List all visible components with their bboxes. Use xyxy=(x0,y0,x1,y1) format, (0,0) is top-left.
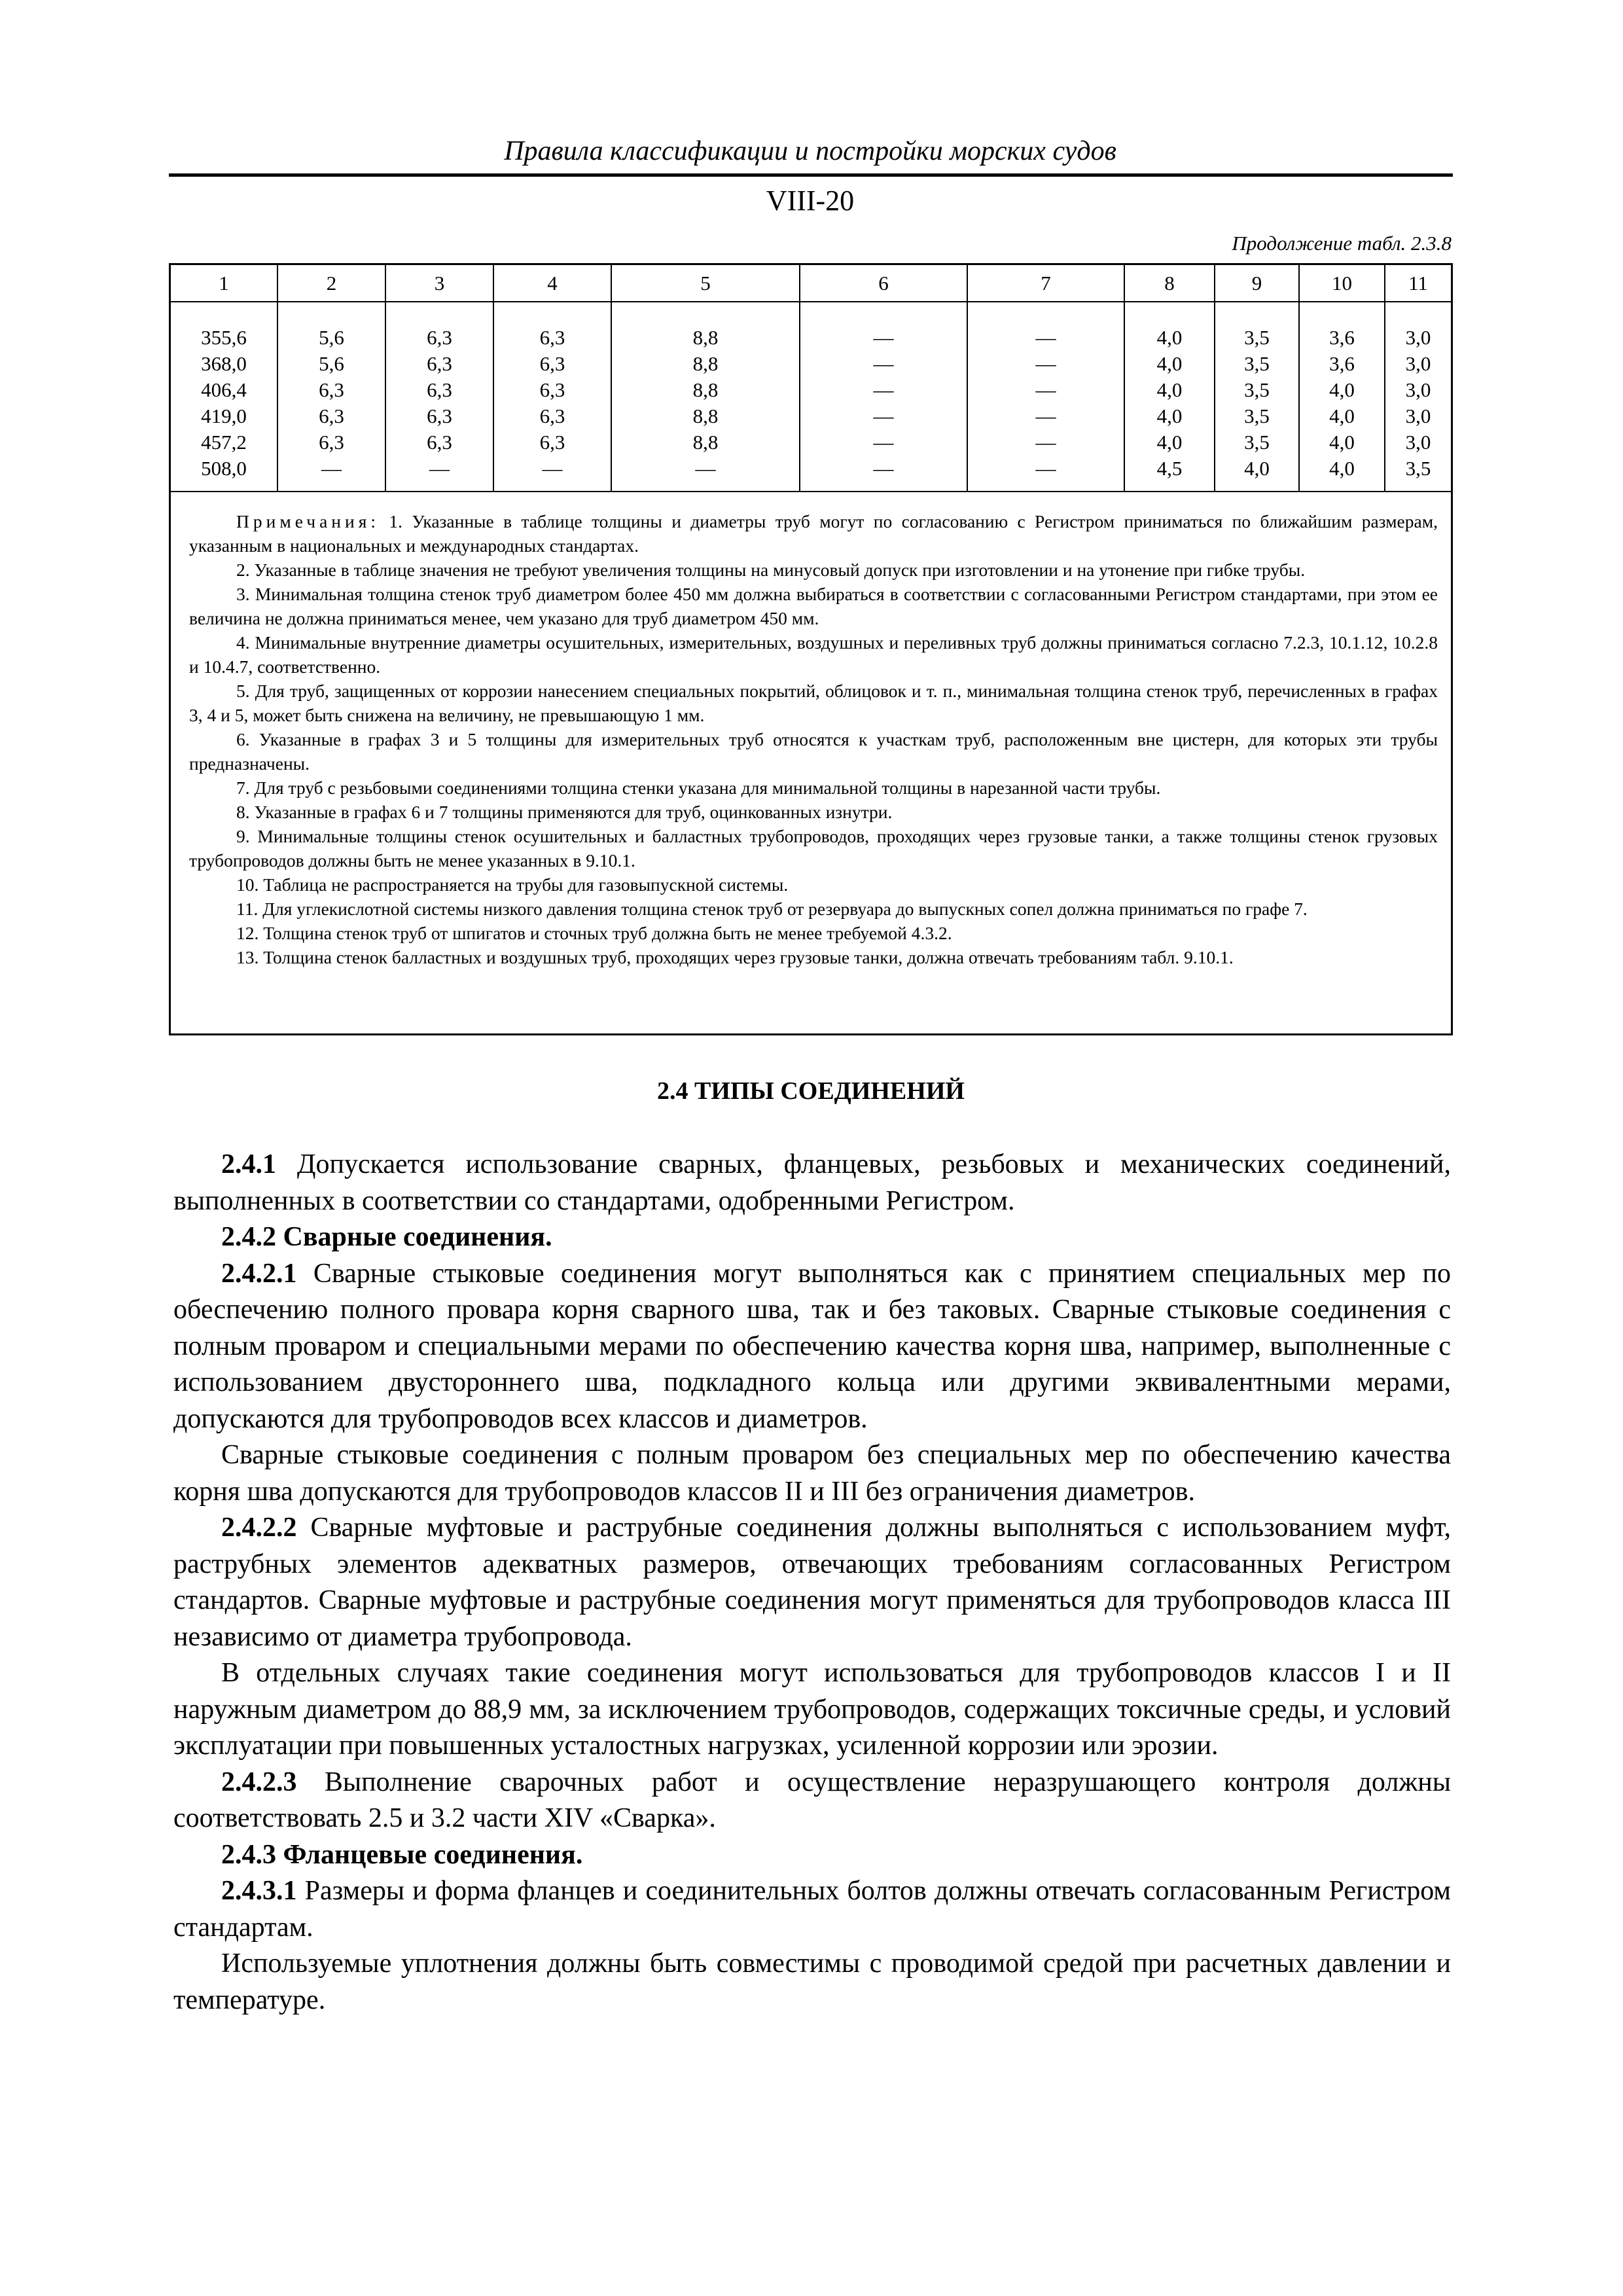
note-item: 5. Для труб, защищенных от коррозии нанесением специальных покрытий, облицовок и т. п., минимальная толщина стенок труб, перечисленных в графах 3, 4 и 5, может быть снижена на величину, не превышающую 1 мм. xyxy=(189,681,1438,725)
table-cell: 3,5 xyxy=(1244,404,1270,427)
running-title: Правила классификации и постройки морских судов xyxy=(504,136,1116,166)
table-cell: 6,3 xyxy=(427,431,452,454)
column-header: 9 xyxy=(1215,265,1299,302)
table-cell: 3,5 xyxy=(1244,378,1270,401)
table-cell: 8,8 xyxy=(692,404,719,427)
table-cell: — xyxy=(429,457,450,480)
table-cell: 3,0 xyxy=(1405,326,1431,349)
table-cell: 8,8 xyxy=(692,431,719,454)
table-header-row xyxy=(171,265,1451,302)
paragraph-text: Используемые уплотнения должны быть совместимы с проводимой средой при расчетных давлении и температуре. xyxy=(173,1948,1451,2015)
column-header: 1 xyxy=(171,265,277,302)
table-cell: 3,0 xyxy=(1405,431,1431,454)
table-cell: 6,3 xyxy=(539,352,565,375)
table-cell: — xyxy=(873,378,894,401)
table-cell: 8,8 xyxy=(692,378,719,401)
table-cell: 4,0 xyxy=(1156,352,1183,375)
table-cell: 4,5 xyxy=(1156,457,1183,480)
table-cell: 6,3 xyxy=(319,404,344,427)
paragraph xyxy=(173,1946,1451,2018)
table-cell: 3,0 xyxy=(1405,378,1431,401)
paragraph xyxy=(173,1655,1451,1765)
column-values xyxy=(1124,302,1215,491)
column-header: 5 xyxy=(611,265,800,302)
table-cell: 368,0 xyxy=(201,352,247,375)
table-cell: — xyxy=(873,457,894,480)
table-cell: 4,0 xyxy=(1156,378,1183,401)
table-cell: 3,5 xyxy=(1244,326,1270,349)
column-values xyxy=(611,302,800,491)
note-item: 6. Указанные в графах 3 и 5 толщины для измерительных труб относятся к участкам труб, расположенным вне цистерн, для которых эти трубы предназначены. xyxy=(189,729,1438,774)
table-cell: 406,4 xyxy=(201,378,247,401)
table-cell: 6,3 xyxy=(539,378,565,401)
table-cell: 3,5 xyxy=(1405,457,1431,480)
section-body xyxy=(173,1147,1451,2018)
note-item: 8. Указанные в графах 6 и 7 толщины применяются для труб, оцинкованных изнутри. xyxy=(236,802,893,822)
paragraph xyxy=(173,1873,1451,1946)
clause-number: 2.4.2.3 xyxy=(221,1767,297,1797)
clause-number: 2.4.3.1 xyxy=(221,1876,297,1906)
table-cell: — xyxy=(1035,352,1056,375)
table-cell: 4,0 xyxy=(1329,378,1355,401)
table-cell: 4,0 xyxy=(1329,431,1355,454)
column-header: 7 xyxy=(967,265,1124,302)
subsection-title: 2.4.3 Фланцевые соединения. xyxy=(221,1839,583,1870)
table-cell: 3,5 xyxy=(1244,352,1270,375)
table-cell: — xyxy=(873,404,894,427)
table-cell: 4,0 xyxy=(1329,404,1355,427)
table-cell: 6,3 xyxy=(427,352,452,375)
column-header: 4 xyxy=(493,265,611,302)
table-cell: 419,0 xyxy=(201,404,247,427)
clause-number: 2.4.2.1 xyxy=(221,1258,297,1289)
column-values xyxy=(967,302,1124,491)
note-item xyxy=(189,509,1438,558)
paragraph-text: Сварные стыковые соединения могут выполняться как с принятием специальных мер по обеспечению полного провара корня сварного шва, так и без таковых. Сварные стыковые соединения с полным проваром и специальными мерами по обеспечению качества корня шва, например, выполненные с использованием двустороннего шва, подкладного кольца или другими эквивалентными мерами, допускаются для трубопроводов всех классов и диаметров. xyxy=(173,1258,1451,1434)
note-item: 7. Для труб с резьбовыми соединениями толщина стенки указана для минимальной толщины в нарезанной части трубы. xyxy=(236,778,1161,798)
table-notes xyxy=(171,491,1451,969)
paragraph-text: Размеры и форма фланцев и соединительных болтов должны отвечать согласованным Регистром стандартам. xyxy=(173,1876,1451,1943)
note-item: 9. Минимальные толщины стенок осушительных и балластных трубопроводов, проходящих через грузовые танки, а также толщины стенок грузовых трубопроводов должны быть не менее указанных в 9.10.1. xyxy=(189,826,1438,870)
table-cell: — xyxy=(873,431,894,454)
table-cell: — xyxy=(321,457,342,480)
table-cell: — xyxy=(1035,404,1056,427)
table-cell: — xyxy=(1035,431,1056,454)
paragraph xyxy=(173,1256,1451,1438)
table-cell: — xyxy=(1035,378,1056,401)
note-item: 4. Минимальные внутренние диаметры осушительных, измерительных, воздушных и переливных труб должны приниматься согласно 7.2.3, 10.1.12, 10.2.8 и 10.4.7, соответственно. xyxy=(189,632,1438,677)
table-cell: 3,5 xyxy=(1244,431,1270,454)
page-number: VIII-20 xyxy=(766,185,855,217)
table-data-row xyxy=(171,302,1451,491)
paragraph xyxy=(173,1765,1451,1837)
column-values xyxy=(385,302,493,491)
table-cell: 5,6 xyxy=(319,352,344,375)
clause-number: 2.4.1 xyxy=(221,1149,276,1179)
paragraph xyxy=(173,1837,1451,1874)
table-cell: 8,8 xyxy=(692,326,719,349)
table-cell: — xyxy=(873,352,894,375)
column-header: 3 xyxy=(385,265,493,302)
paragraph-text: Сварные муфтовые и раструбные соединения должны выполняться с использованием муфт, раструбных элементов адекватных размеров, отвечающих требованиям согласованных Регистром стандартов. Сварные муфтовые и раструбные соединения могут применяться для трубопроводов класса III независимо от диаметра трубопровода. xyxy=(173,1513,1451,1652)
table-grid xyxy=(171,265,1451,491)
column-values xyxy=(1385,302,1451,491)
table-cell: 6,3 xyxy=(319,431,344,454)
note-item: 2. Указанные в таблице значения не требуют увеличения толщины на минусовый допуск при изготовлении и на утонение при гибке трубы. xyxy=(236,560,1306,580)
table-cell: 4,0 xyxy=(1156,404,1183,427)
column-values xyxy=(277,302,385,491)
paragraph xyxy=(173,1219,1451,1256)
table-cell: 6,3 xyxy=(539,326,565,349)
table-cell: 3,0 xyxy=(1405,404,1431,427)
note-item: 12. Толщина стенок труб от шпигатов и сточных труб должна быть не менее требуемой 4.3.2. xyxy=(236,923,952,943)
table-cell: — xyxy=(1035,326,1056,349)
table-cell: 3,6 xyxy=(1329,352,1355,375)
note-text: 1. Указанные в таблице толщины и диаметры труб могут по согласованию с Регистром приниматься по ближайшим размерам, указанным в национальных и международных стандартах. xyxy=(189,511,1438,556)
table-cell: — xyxy=(695,457,716,480)
table-cell: 3,6 xyxy=(1329,326,1355,349)
note-item: 11. Для углекислотной системы низкого давления толщина стенок труб от резервуара до выпускных сопел должна приниматься по графе 7. xyxy=(236,899,1308,919)
table-cell: 4,0 xyxy=(1156,326,1183,349)
table-cell: 6,3 xyxy=(427,378,452,401)
note-item: 13. Толщина стенок балластных и воздушных труб, проходящих через грузовые танки, должна отвечать требованиям табл. 9.10.1. xyxy=(236,947,1234,967)
paragraph xyxy=(173,1147,1451,1219)
table-cell: 6,3 xyxy=(427,326,452,349)
paragraph xyxy=(173,1510,1451,1655)
paragraph-text: В отдельных случаях такие соединения могут использоваться для трубопроводов классов I и II наружным диаметром до 88,9 мм, за исключением трубопроводов, содержащих токсичные среды, и условий эксплуатации при повышенных усталостных нагрузках, усиленной коррозии или эрозии. xyxy=(173,1658,1451,1761)
table-cell: 6,3 xyxy=(539,404,565,427)
table-cell: 4,0 xyxy=(1329,457,1355,480)
table-cell: 4,0 xyxy=(1156,431,1183,454)
column-values xyxy=(1215,302,1299,491)
table-cell: 4,0 xyxy=(1244,457,1270,480)
column-values xyxy=(493,302,611,491)
section-heading: 2.4 ТИПЫ СОЕДИНЕНИЙ xyxy=(657,1077,965,1105)
column-header: 2 xyxy=(277,265,385,302)
table-continuation-label: Продолжение табл. 2.3.8 xyxy=(1232,232,1452,255)
table-cell: 355,6 xyxy=(201,326,247,349)
column-header: 11 xyxy=(1385,265,1451,302)
table-cell: — xyxy=(542,457,563,480)
column-header: 8 xyxy=(1124,265,1215,302)
column-values xyxy=(800,302,967,491)
table-cell: — xyxy=(873,326,894,349)
paragraph-text: Сварные стыковые соединения с полным проваром без специальных мер по обеспечению качества корня шва допускаются для трубопроводов классов II и III без ограничения диаметров. xyxy=(173,1440,1451,1507)
column-values xyxy=(1299,302,1385,491)
pipe-thickness-table xyxy=(169,263,1453,1035)
table-cell: 3,0 xyxy=(1405,352,1431,375)
subsection-title: 2.4.2 Сварные соединения. xyxy=(221,1222,552,1252)
table-cell: 5,6 xyxy=(319,326,344,349)
column-header: 6 xyxy=(800,265,967,302)
table-cell: 8,8 xyxy=(692,352,719,375)
column-values xyxy=(171,302,277,491)
note-item: 10. Таблица не распространяется на трубы для газовыпускной системы. xyxy=(236,874,789,895)
notes-label: Примечания: xyxy=(236,511,380,531)
paragraph-text: Выполнение сварочных работ и осуществление неразрушающего контроля должны соответствовать 2.5 и 3.2 части XIV «Сварка». xyxy=(173,1767,1451,1833)
paragraph-text: Допускается использование сварных, фланцевых, резьбовых и механических соединений, выполненных в соответствии со стандартами, одобренными Регистром. xyxy=(173,1149,1451,1216)
table-cell: 6,3 xyxy=(427,404,452,427)
table-cell: 457,2 xyxy=(201,431,247,454)
table-cell: 6,3 xyxy=(319,378,344,401)
note-item: 3. Минимальная толщина стенок труб диаметром более 450 мм должна выбираться в соответствии с согласованными Регистром стандартами, при этом ее величина не должна приниматься менее, чем указано для труб диаметром 450 мм. xyxy=(189,584,1438,628)
paragraph xyxy=(173,1437,1451,1510)
header-rule xyxy=(169,173,1453,177)
table-cell: 6,3 xyxy=(539,431,565,454)
column-header: 10 xyxy=(1299,265,1385,302)
clause-number: 2.4.2.2 xyxy=(221,1513,297,1543)
table-cell: — xyxy=(1035,457,1056,480)
table-cell: 508,0 xyxy=(201,457,247,480)
